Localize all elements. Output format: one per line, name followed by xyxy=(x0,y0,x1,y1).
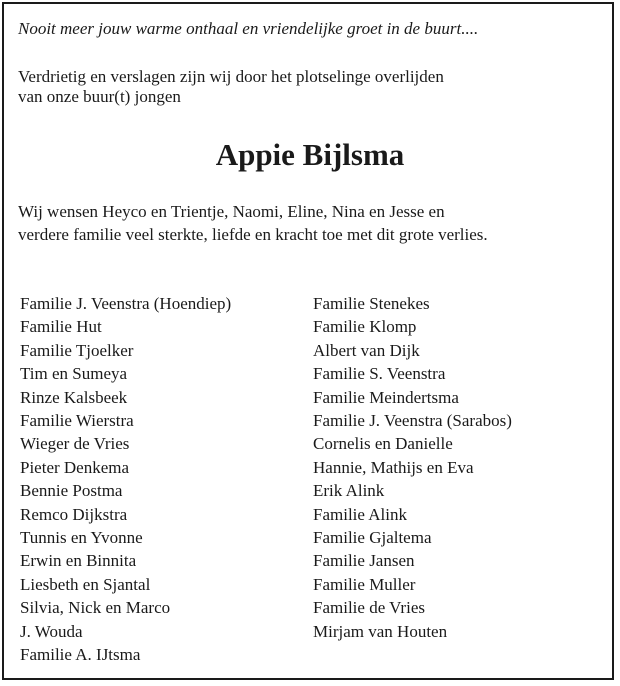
signatory-name: Wieger de Vries xyxy=(20,434,130,454)
signatory-name: Erwin en Binnita xyxy=(20,551,137,571)
signatory-name: Familie Muller xyxy=(313,574,416,594)
signatory-name: Liesbeth en Sjantal xyxy=(20,574,151,594)
signatory-name: Familie A. IJtsma xyxy=(20,645,141,665)
signatory-name: Familie J. Veenstra (Hoendiep) xyxy=(20,294,232,313)
signatory-name: Cornelis en Danielle xyxy=(313,434,453,454)
signatory-name: Familie Gjaltema xyxy=(313,528,432,548)
wishes-text xyxy=(18,200,488,246)
wishes-line: Wij wensen Heyco en Trientje, Naomi, Eline, Nina en Jesse en xyxy=(18,202,445,221)
signatory-name: Rinze Kalsbeek xyxy=(20,387,128,407)
signatory-name: Familie Wierstra xyxy=(20,411,134,431)
signatory-name: Silvia, Nick en Marco xyxy=(20,598,171,618)
signatory-name: Familie Jansen xyxy=(313,551,415,571)
opening-line: Nooit meer jouw warme onthaal en vriendelijke groet in de buurt.... xyxy=(18,19,479,38)
signatory-name: Familie Klomp xyxy=(313,317,417,337)
signatory-name: Familie Alink xyxy=(313,504,407,524)
signatory-name: Mirjam van Houten xyxy=(313,621,448,641)
signatory-name: Familie J. Veenstra (Sarabos) xyxy=(313,411,512,431)
deceased-name: Appie Bijlsma xyxy=(215,137,405,172)
signatory-name: Familie Hut xyxy=(20,317,102,337)
signatory-name: Familie Tjoelker xyxy=(20,340,134,360)
wishes-line: verdere familie veel sterkte, liefde en kracht toe met dit grote verlies. xyxy=(18,225,488,244)
intro-line: Verdrietig en verslagen zijn wij door het plotselinge overlijden xyxy=(18,67,444,86)
signatory-name: Albert van Dijk xyxy=(313,340,420,360)
signatory-name: Erik Alink xyxy=(313,481,385,501)
signatories-left-column xyxy=(20,292,231,667)
signatories-right-column xyxy=(313,292,512,643)
signatory-name: Remco Dijkstra xyxy=(20,504,128,524)
intro-line: van onze buur(t) jongen xyxy=(18,87,181,106)
signatory-name: Familie Meindertsma xyxy=(313,387,459,407)
signatory-name: Familie de Vries xyxy=(313,598,425,618)
signatory-name: Familie S. Veenstra xyxy=(313,364,446,384)
signatory-name: Bennie Postma xyxy=(20,481,123,501)
signatory-name: Pieter Denkema xyxy=(20,457,130,477)
signatory-name: J. Wouda xyxy=(20,621,83,641)
signatory-name: Hannie, Mathijs en Eva xyxy=(313,457,474,477)
signatory-name: Familie Stenekes xyxy=(313,294,430,313)
signatory-name: Tunnis en Yvonne xyxy=(20,528,143,548)
intro-text xyxy=(18,67,444,107)
signatory-name: Tim en Sumeya xyxy=(20,364,128,384)
